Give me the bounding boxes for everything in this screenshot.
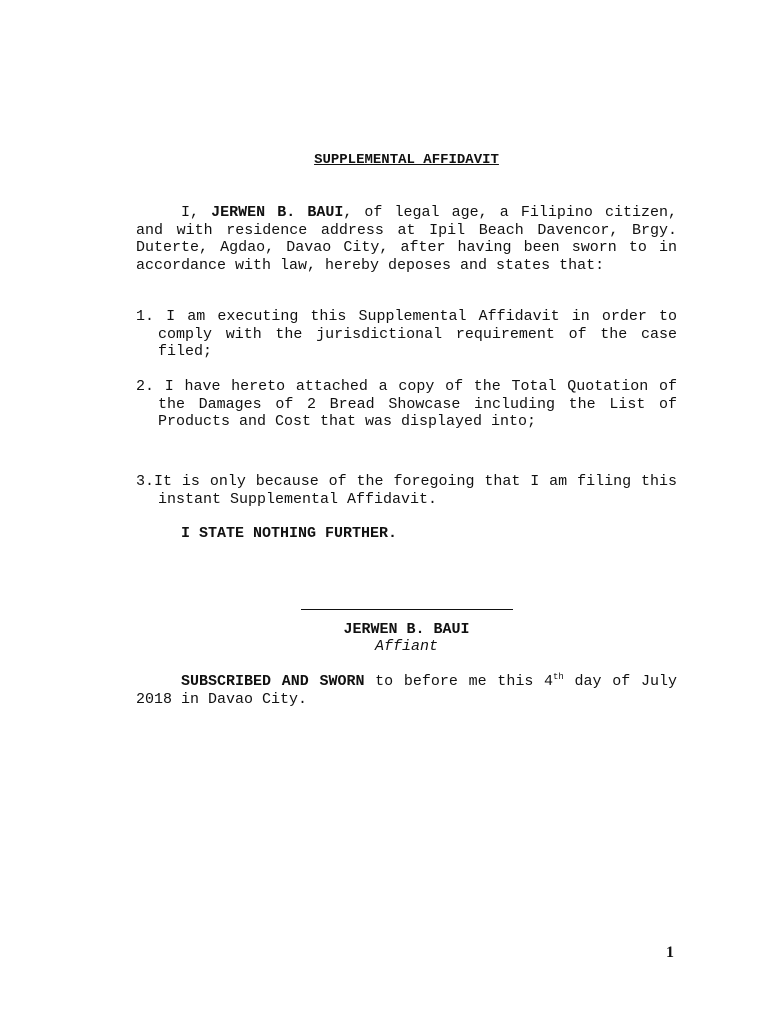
statement-item-1: 1. I am executing this Supplemental Affidavit in order to comply with the jurisdictional requirement of the case filed; <box>136 308 677 360</box>
statement-item-2: 2. I have hereto attached a copy of the Total Quotation of the Damages of 2 Bread Showcase including the List of Products and Cost that was displayed into; <box>136 378 677 430</box>
signature-role: Affiant <box>374 638 438 655</box>
document-title: SUPPLEMENTAL AFFIDAVIT <box>314 152 499 168</box>
intro-prefix: I, <box>181 204 212 221</box>
page-number: 1 <box>666 944 674 961</box>
signature-name: JERWEN B. BAUI <box>343 621 470 638</box>
jurat-ordinal: th <box>553 672 564 682</box>
jurat-text-1: to before me this 4 <box>364 673 554 690</box>
jurat-bold: SUBSCRIBED AND SWORN <box>181 673 365 690</box>
intro-paragraph <box>136 204 677 274</box>
jurat-paragraph <box>136 673 677 708</box>
affiant-name-inline: JERWEN B. BAUI <box>211 204 344 221</box>
jurat-text-2: day of July 2018 in Davao City. <box>136 673 677 708</box>
statement-item-3: 3.It is only because of the foregoing that I am filing this instant Supplemental Affidavit. <box>136 473 677 508</box>
intro-text: , of legal age, a Filipino citizen, and with residence address at Ipil Beach Davencor, Brgy. Duterte, Agdao, Davao City, after having been sworn to in accordance with law, hereby deposes and states that: <box>136 204 677 274</box>
signature-line <box>301 609 513 610</box>
closing-statement: I STATE NOTHING FURTHER. <box>181 525 398 542</box>
